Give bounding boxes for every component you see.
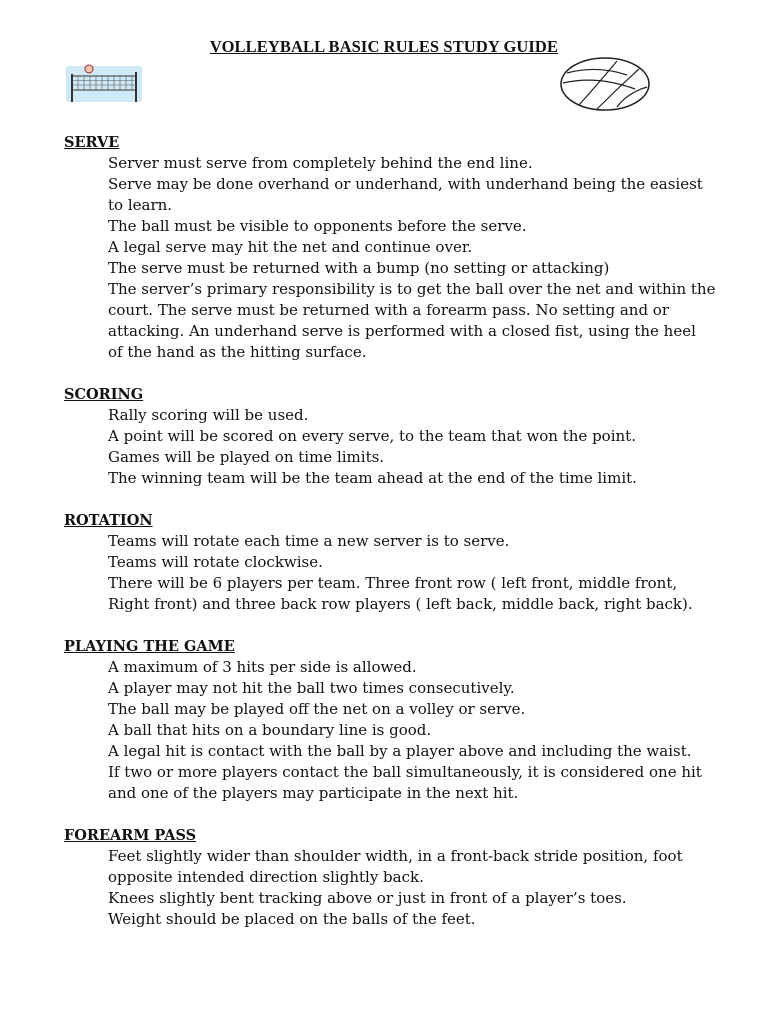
section-serve bbox=[64, 132, 724, 363]
section-heading: SCORING bbox=[64, 386, 144, 403]
text-line: court. The serve must be returned with a forearm pass. No setting and or bbox=[108, 301, 670, 319]
document-title: VOLLEYBALL BASIC RULES STUDY GUIDE bbox=[209, 37, 559, 56]
text-line: A maximum of 3 hits per side is allowed. bbox=[108, 658, 417, 676]
text-line: A legal hit is contact with the ball by a player above and including the waist. bbox=[108, 742, 692, 760]
section-lines bbox=[64, 531, 724, 615]
document-body bbox=[64, 132, 724, 951]
text-line: A point will be scored on every serve, to the team that won the point. bbox=[108, 427, 636, 445]
volleyball-icon bbox=[557, 55, 653, 113]
text-line: Feet slightly wider than shoulder width, in a front-back stride position, foot bbox=[108, 847, 683, 865]
text-line: Weight should be placed on the balls of the feet. bbox=[108, 910, 476, 928]
section-rotation bbox=[64, 510, 724, 615]
text-line: Server must serve from completely behind the end line. bbox=[108, 154, 533, 172]
text-line: opposite intended direction slightly back. bbox=[108, 868, 424, 886]
text-line: of the hand as the hitting surface. bbox=[108, 343, 367, 361]
text-line: The winning team will be the team ahead at the end of the time limit. bbox=[108, 469, 637, 487]
section-heading: FOREARM PASS bbox=[64, 827, 197, 844]
volleyball-net-icon bbox=[60, 62, 146, 106]
text-line: Teams will rotate clockwise. bbox=[108, 553, 323, 571]
text-line: A legal serve may hit the net and continue over. bbox=[108, 238, 473, 256]
text-line: The serve must be returned with a bump (no setting or attacking) bbox=[108, 259, 610, 277]
section-playing-the-game bbox=[64, 636, 724, 804]
text-line: The ball must be visible to opponents before the serve. bbox=[108, 217, 527, 235]
text-line: A player may not hit the ball two times consecutively. bbox=[108, 679, 515, 697]
text-line: attacking. An underhand serve is performed with a closed fist, using the heel bbox=[108, 322, 696, 340]
text-line: Teams will rotate each time a new server is to serve. bbox=[108, 532, 510, 550]
text-line: If two or more players contact the ball simultaneously, it is considered one hit bbox=[108, 763, 702, 781]
section-heading: SERVE bbox=[64, 134, 120, 151]
text-line: The ball may be played off the net on a volley or serve. bbox=[108, 700, 526, 718]
text-line: and one of the players may participate in the next hit. bbox=[108, 784, 519, 802]
section-lines bbox=[64, 153, 724, 363]
text-line: Knees slightly bent tracking above or just in front of a player’s toes. bbox=[108, 889, 627, 907]
text-line: The server’s primary responsibility is to get the ball over the net and within the bbox=[108, 280, 716, 298]
section-lines bbox=[64, 657, 724, 804]
text-line: Right front) and three back row players ( left back, middle back, right back). bbox=[108, 595, 693, 613]
text-line: There will be 6 players per team. Three front row ( left front, middle front, bbox=[108, 574, 678, 592]
text-line: Serve may be done overhand or underhand, with underhand being the easiest bbox=[108, 175, 703, 193]
section-scoring bbox=[64, 384, 724, 489]
text-line: A ball that hits on a boundary line is good. bbox=[108, 721, 432, 739]
section-lines bbox=[64, 405, 724, 489]
text-line: Games will be played on time limits. bbox=[108, 448, 385, 466]
text-line: Rally scoring will be used. bbox=[108, 406, 309, 424]
section-forearm-pass bbox=[64, 825, 724, 930]
section-heading: PLAYING THE GAME bbox=[64, 638, 235, 655]
section-lines bbox=[64, 846, 724, 930]
section-heading: ROTATION bbox=[64, 512, 153, 529]
text-line: to learn. bbox=[108, 196, 173, 214]
